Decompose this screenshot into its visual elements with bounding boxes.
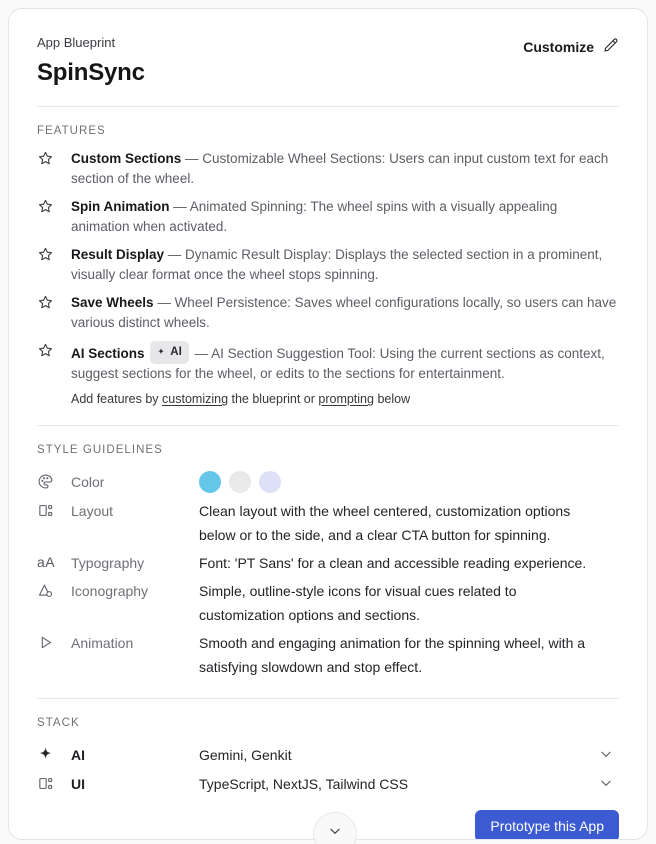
- chevron-down-icon: [328, 825, 342, 843]
- stack-section-label: STACK: [37, 717, 80, 729]
- color-swatch-background: [229, 471, 251, 493]
- stack-label: UI: [71, 776, 85, 792]
- layout-icon: [37, 499, 71, 524]
- typography-icon: aA: [37, 554, 56, 570]
- stack-row-ai[interactable]: [37, 743, 619, 768]
- feature-item-spin-animation: [37, 197, 619, 237]
- customizing-link[interactable]: customizing: [162, 392, 229, 406]
- shapes-icon: [37, 579, 71, 604]
- divider: [37, 106, 619, 107]
- feature-name: Custom Sections: [71, 151, 182, 166]
- feature-text: [71, 197, 619, 237]
- page-title: SpinSync: [37, 59, 145, 86]
- feature-item-result-display: [37, 245, 619, 285]
- feature-name: AI Sections: [71, 346, 145, 361]
- card-header: [37, 35, 619, 87]
- feature-text: [71, 245, 619, 285]
- guideline-label: Iconography: [71, 583, 149, 599]
- guideline-label: Animation: [71, 635, 134, 651]
- play-icon: [37, 631, 71, 656]
- stack-rows: [37, 743, 619, 797]
- feature-item-save-wheels: [37, 293, 619, 333]
- guideline-label: Typography: [71, 555, 145, 571]
- feature-description: — AI Section Suggestion Tool: Using the current sections as context, suggest sections for the wheel, or edits to the sections for entertainment.: [71, 346, 605, 381]
- style-guidelines-section-label: STYLE GUIDELINES: [37, 444, 163, 456]
- feature-name: Result Display: [71, 247, 165, 262]
- card-eyebrow: App Blueprint: [37, 35, 116, 50]
- ai-badge-label: AI: [170, 346, 182, 358]
- star-icon: [37, 293, 71, 333]
- customize-label: Customize: [523, 38, 594, 55]
- star-icon: [37, 245, 71, 285]
- add-features-note: [71, 392, 619, 406]
- note-text: the blueprint or: [228, 392, 319, 406]
- feature-name: Spin Animation: [71, 199, 170, 214]
- guideline-row-animation: [37, 631, 619, 679]
- feature-description: — Animated Spinning: The wheel spins with a visually appealing animation when activated.: [71, 199, 558, 234]
- feature-description: — Customizable Wheel Sections: Users can input custom text for each section of the wheel.: [71, 151, 609, 186]
- sparkle-icon: [156, 347, 166, 357]
- color-swatch-accent: [259, 471, 281, 493]
- stack-value: Gemini, Genkit: [199, 747, 292, 763]
- customize-button[interactable]: [523, 37, 619, 56]
- prototype-this-app-button[interactable]: Prototype this App: [475, 810, 619, 840]
- color-swatch-primary: [199, 471, 221, 493]
- guideline-row-color: [37, 470, 619, 495]
- feature-item-custom-sections: [37, 149, 619, 189]
- guideline-row-layout: [37, 499, 619, 547]
- guideline-row-iconography: [37, 579, 619, 627]
- note-text: Add features by: [71, 392, 163, 406]
- color-swatches: [199, 470, 599, 493]
- star-icon: [37, 149, 71, 189]
- feature-text: [71, 293, 619, 333]
- pencil-icon: [603, 37, 619, 56]
- prompting-link[interactable]: prompting: [318, 392, 374, 406]
- stack-value: TypeScript, NextJS, Tailwind CSS: [199, 776, 409, 792]
- stack-row-ui[interactable]: [37, 772, 619, 797]
- layout-icon: [37, 772, 71, 797]
- style-guidelines-rows: [37, 470, 619, 679]
- feature-text: [71, 149, 619, 189]
- feature-text: [71, 341, 619, 384]
- guideline-label: Layout: [71, 503, 114, 519]
- feature-description: — Wheel Persistence: Saves wheel configurations locally, so users can have various distinct wheels.: [71, 295, 617, 330]
- guideline-value: Smooth and engaging animation for the spinning wheel, with a satisfying slowdown and stop effect.: [199, 635, 586, 675]
- guideline-value: Simple, outline-style icons for visual cues related to customization options and sections.: [199, 583, 517, 623]
- header-titles: [37, 35, 145, 87]
- guideline-value: Font: 'PT Sans' for a clean and accessible reading experience.: [199, 555, 587, 571]
- features-section-label: FEATURES: [37, 125, 106, 137]
- star-icon: [37, 341, 71, 384]
- chevron-down-icon[interactable]: [599, 743, 619, 766]
- palette-icon: [37, 470, 71, 495]
- divider: [37, 425, 619, 426]
- note-text: below: [373, 392, 411, 406]
- feature-description: — Dynamic Result Display: Displays the selected section in a prominent, visually clear format once the wheel stops spinning.: [71, 247, 603, 282]
- features-list: [37, 149, 619, 384]
- star-icon: [37, 197, 71, 237]
- guideline-row-typography: [37, 551, 619, 575]
- stack-label: AI: [71, 747, 85, 763]
- feature-item-ai-sections: [37, 341, 619, 384]
- chevron-down-icon[interactable]: [599, 772, 619, 795]
- guideline-value: Clean layout with the wheel centered, customization options below or to the side, and a clear CTA button for spinning.: [199, 503, 571, 543]
- sparkle-icon: [37, 743, 71, 768]
- divider: [37, 698, 619, 699]
- ai-badge: [150, 341, 189, 364]
- guideline-label: Color: [71, 474, 105, 490]
- feature-name: Save Wheels: [71, 295, 154, 310]
- app-blueprint-card: [8, 8, 648, 840]
